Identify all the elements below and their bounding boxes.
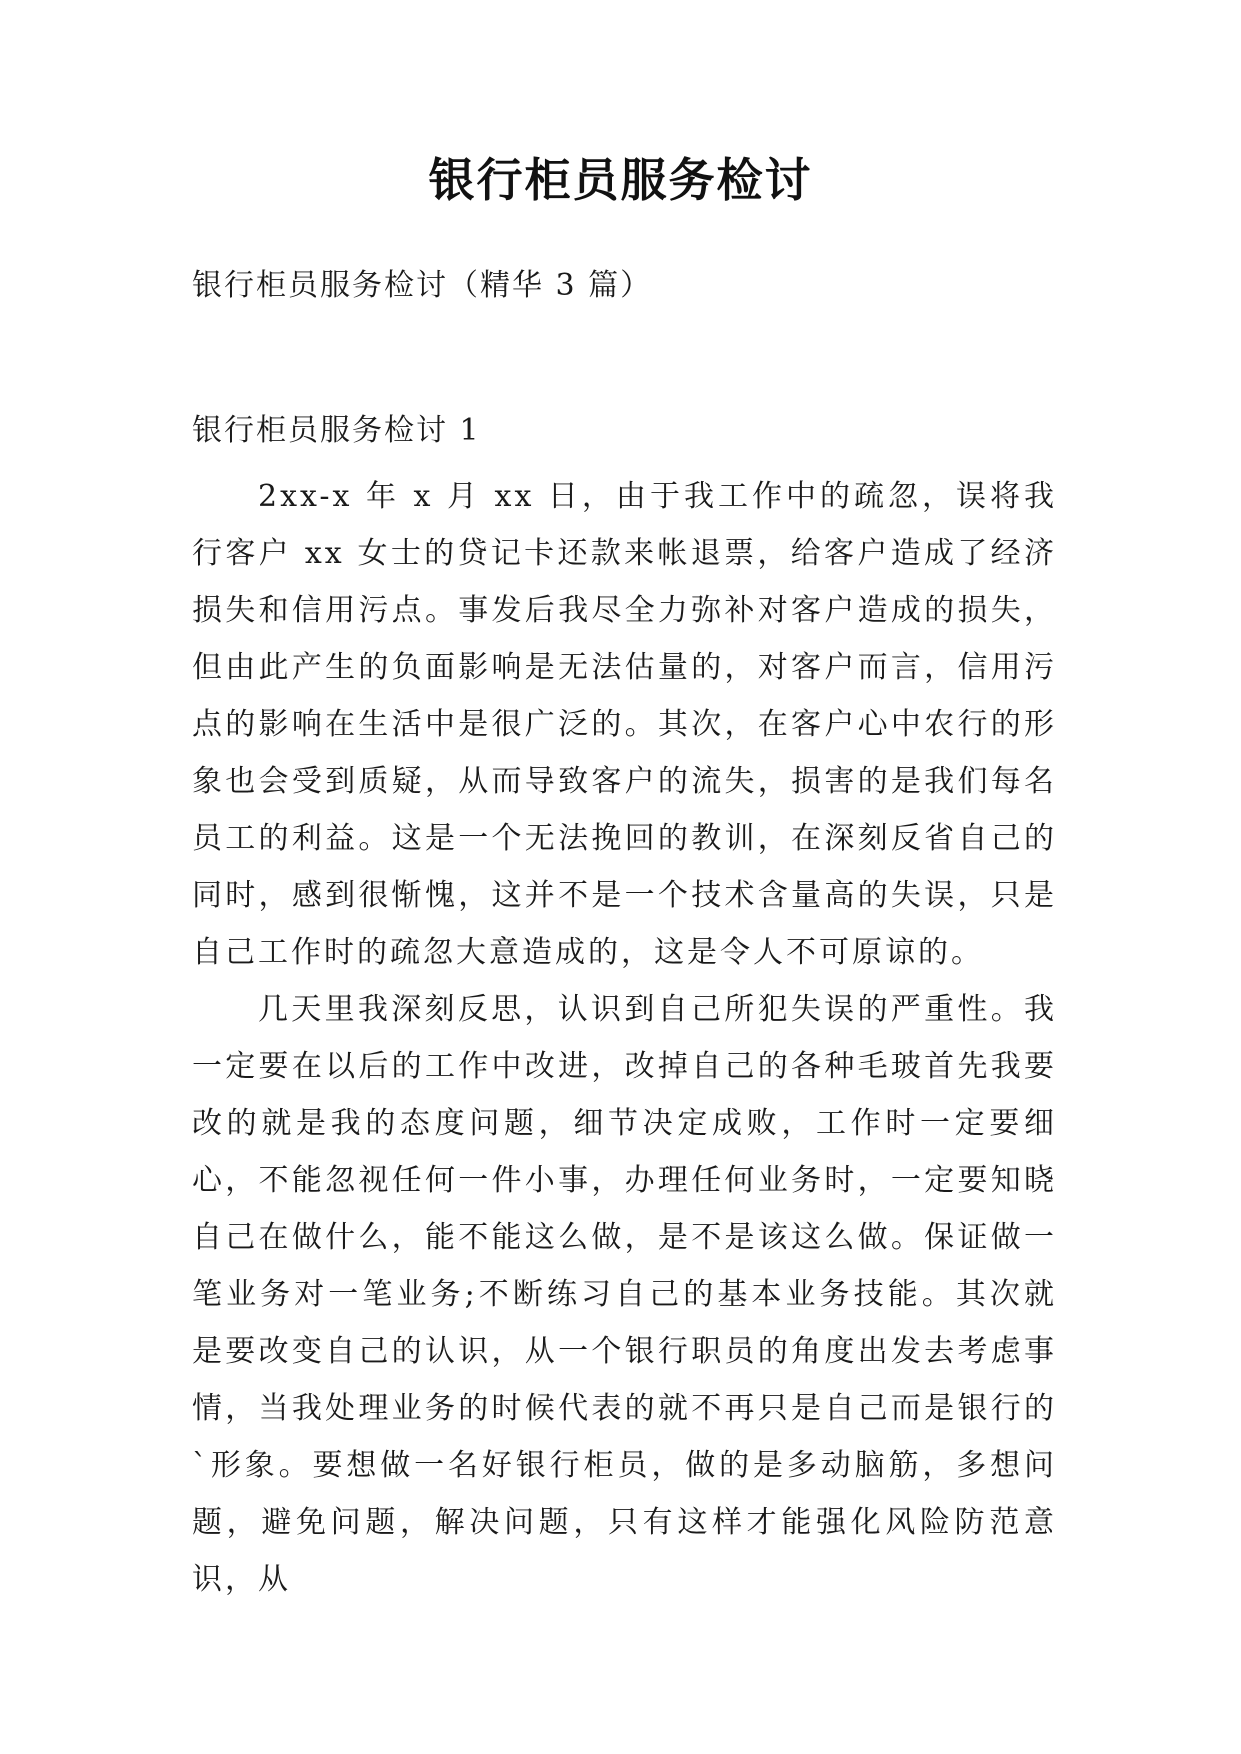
body-text <box>192 468 1057 1608</box>
document-subtitle: 银行柜员服务检讨（精华 3 篇） <box>192 268 653 303</box>
section-heading: 银行柜员服务检讨 1 <box>192 413 481 448</box>
paragraph: 2xx-x 年 x 月 xx 日，由于我工作中的疏忽，误将我行客户 xx 女士的贷记卡还款来帐退票，给客户造成了经济损失和信用污点。事发后我尽全力弥补对客户造成的损失，但由此产生的负面影响是无法估量的，对客户而言，信用污点的影响在生活中是很广泛的。其次，在客户心中农行的形象也会受到质疑，从而导致客户的流失，损害的是我们每名员工的利益。这是一个无法挽回的教训，在深刻反省自己的同时，感到很惭愧，这并不是一个技术含量高的失误，只是自己工作时的疏忽大意造成的，这是令人不可原谅的。 <box>192 479 1057 970</box>
paragraph: 几天里我深刻反思，认识到自己所犯失误的严重性。我一定要在以后的工作中改进，改掉自己的各种毛玻首先我要改的就是我的态度问题，细节决定成败，工作时一定要细心，不能忽视任何一件小事，办理任何业务时，一定要知晓自己在做什么，能不能这么做，是不是该这么做。保证做一笔业务对一笔业务;不断练习自己的基本业务技能。其次就是要改变自己的认识，从一个银行职员的角度出发去考虑事情，当我处理业务的时候代表的就不再只是自己而是银行的`形象。要想做一名好银行柜员，做的是多动脑筋，多想问题，避免问题，解决问题，只有这样才能强化风险防范意识，从 <box>192 992 1057 1597</box>
document-title: 银行柜员服务检讨 <box>428 153 813 207</box>
